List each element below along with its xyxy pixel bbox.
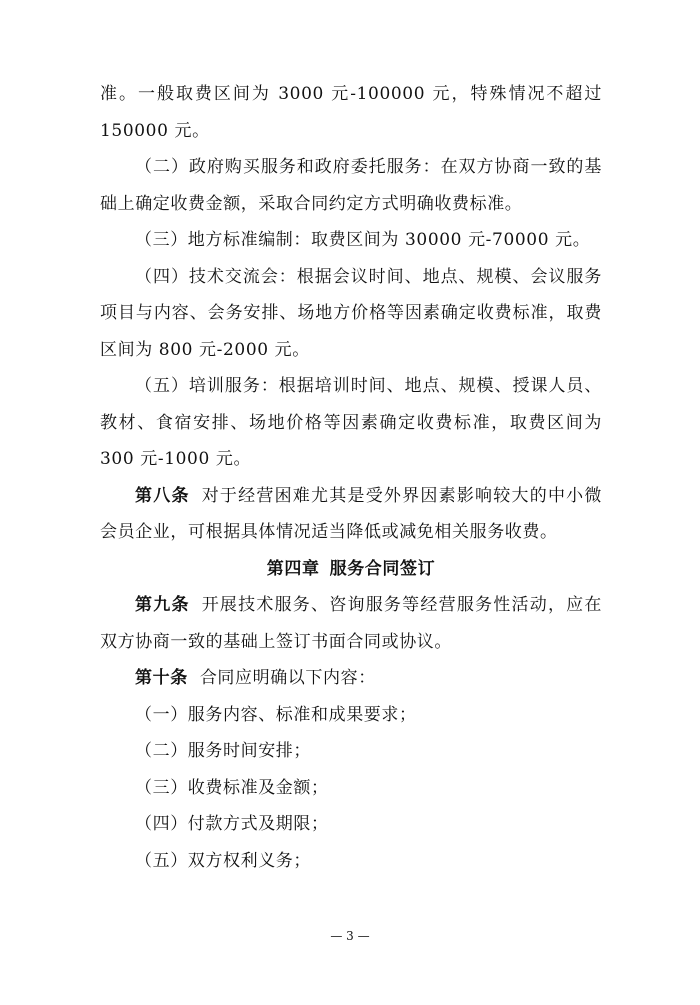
article-10-text: 合同应明确以下内容： bbox=[199, 668, 376, 688]
paragraph-item-4: （四）技术交流会：根据会议时间、地点、规模、会议服务项目与内容、会务安排、场地方价格等因素确定收费标准，取费区间为 800 元-2000 元。 bbox=[100, 266, 602, 360]
chapter-title: 服务合同签订 bbox=[329, 558, 436, 579]
chapter-heading bbox=[100, 551, 602, 588]
contract-item-4: （四）付款方式及期限； bbox=[135, 814, 329, 834]
contract-item-5: （五）双方权利义务； bbox=[135, 850, 311, 871]
contract-item-1: （一）服务内容、标准和成果要求； bbox=[135, 704, 417, 725]
contract-item-2: （二）服务时间安排； bbox=[135, 741, 311, 761]
document-body bbox=[100, 76, 602, 879]
paragraph-item-2: （二）政府购买服务和政府委托服务：在双方协商一致的基础上确定收费金额，采取合同约定方式明确收费标准。 bbox=[100, 157, 602, 214]
article-9 bbox=[100, 587, 602, 660]
page-number: — 3 — bbox=[330, 929, 370, 943]
article-8-text: 对于经营困难尤其是受外界因素影响较大的中小微会员企业，可根据具体情况适当降低或减免相关服务收费。 bbox=[100, 485, 602, 542]
contract-item-3: （三）收费标准及金额； bbox=[135, 777, 329, 798]
paragraph-item-5: （五）培训服务：根据培训时间、地点、规模、授课人员、教材、食宿安排、场地价格等因素确定收费标准，取费区间为 300 元-1000 元。 bbox=[100, 376, 602, 469]
article-8 bbox=[100, 478, 602, 551]
article-8-label: 第八条 bbox=[135, 485, 190, 506]
article-10-label: 第十条 bbox=[135, 668, 188, 688]
chapter-number: 第四章 bbox=[266, 558, 320, 579]
article-10 bbox=[100, 660, 602, 697]
article-9-text: 开展技术服务、咨询服务等经营服务性活动，应在双方协商一致的基础上签订书面合同或协议。 bbox=[100, 595, 602, 652]
paragraph-continuation: 准。一般取费区间为 3000 元-100000 元，特殊情况不超过 150000 元。 bbox=[100, 84, 602, 141]
paragraph-item-3: （三）地方标准编制：取费区间为 30000 元-70000 元。 bbox=[135, 230, 591, 250]
article-9-label: 第九条 bbox=[135, 595, 190, 615]
